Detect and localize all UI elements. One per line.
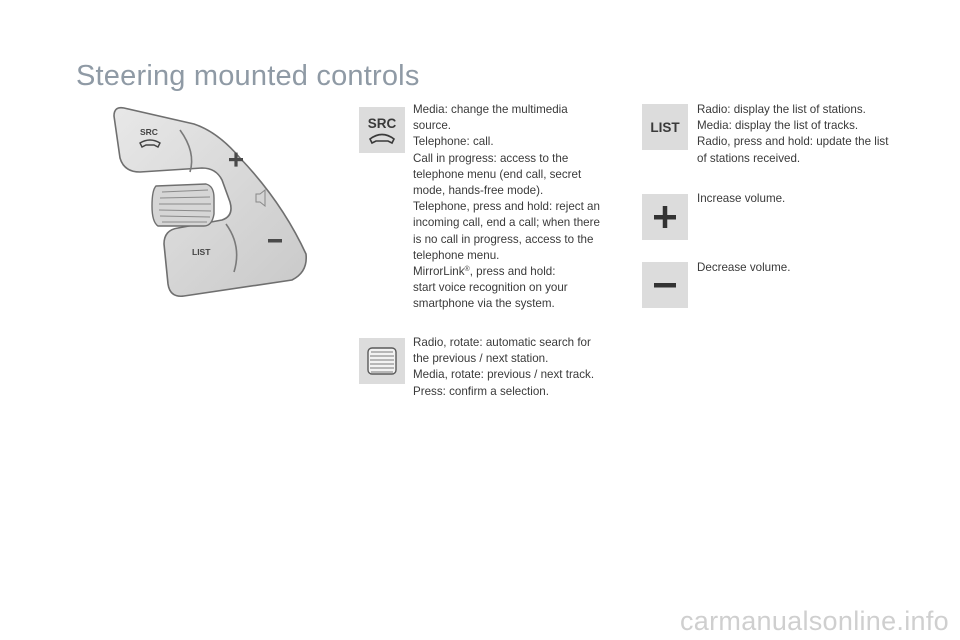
thumb-wheel xyxy=(152,184,214,226)
illus-list-label: LIST xyxy=(192,247,211,257)
mirrorlink-name: MirrorLink xyxy=(413,265,465,279)
minus-description: Decrease volume. xyxy=(697,261,791,274)
plus-description: Increase volume. xyxy=(697,192,786,205)
list-icon-label: LIST xyxy=(650,120,680,135)
phone-icon xyxy=(370,135,394,144)
page-title: Steering mounted controls xyxy=(76,60,420,92)
illus-minus-icon xyxy=(268,239,282,243)
src-line: Telephone: call. xyxy=(413,135,494,149)
wheel-line: the previous / next station. xyxy=(413,352,549,366)
list-line: Radio: display the list of stations. xyxy=(697,103,866,116)
src-description xyxy=(413,102,628,313)
illus-src-label: SRC xyxy=(140,127,158,137)
src-line: Media: change the multimedia xyxy=(413,103,568,116)
registered-mark: ® xyxy=(464,266,470,274)
src-line: incoming call, end a call; when there xyxy=(413,216,600,230)
wheel-line: Press: confirm a selection. xyxy=(413,384,549,398)
mirrorlink-line xyxy=(413,264,628,280)
src-line: start voice recognition on your xyxy=(413,281,568,295)
list-description xyxy=(697,102,922,167)
wheel-description xyxy=(413,335,628,400)
wheel-line: Media, rotate: previous / next track. xyxy=(413,368,595,382)
list-line: Radio, press and hold: update the list xyxy=(697,135,889,149)
steering-controls-illustration xyxy=(110,102,310,298)
src-line: telephone menu (end call, secret xyxy=(413,167,582,181)
src-line: smartphone via the system. xyxy=(413,297,555,311)
src-line: Call in progress: access to the xyxy=(413,151,569,165)
list-line: of stations received. xyxy=(697,151,801,165)
src-icon-label: SRC xyxy=(367,116,397,131)
list-line: Media: display the list of tracks. xyxy=(697,119,859,133)
src-line: mode, hands-free mode). xyxy=(413,184,544,198)
src-line: telephone menu. xyxy=(413,248,500,262)
mirrorlink-action: , press and hold: xyxy=(469,265,556,279)
thumbwheel-icon xyxy=(359,338,405,384)
minus-icon xyxy=(642,262,688,308)
watermark: carmanualsonline.info xyxy=(680,606,949,636)
wheel-line: Radio, rotate: automatic search for xyxy=(413,336,591,349)
src-line: source. xyxy=(413,119,452,133)
list-button-icon xyxy=(642,104,688,150)
src-button-icon xyxy=(359,107,405,153)
plus-icon xyxy=(642,194,688,240)
src-line: is no call in progress, access to the xyxy=(413,232,594,246)
src-line: Telephone, press and hold: reject an xyxy=(413,200,600,214)
